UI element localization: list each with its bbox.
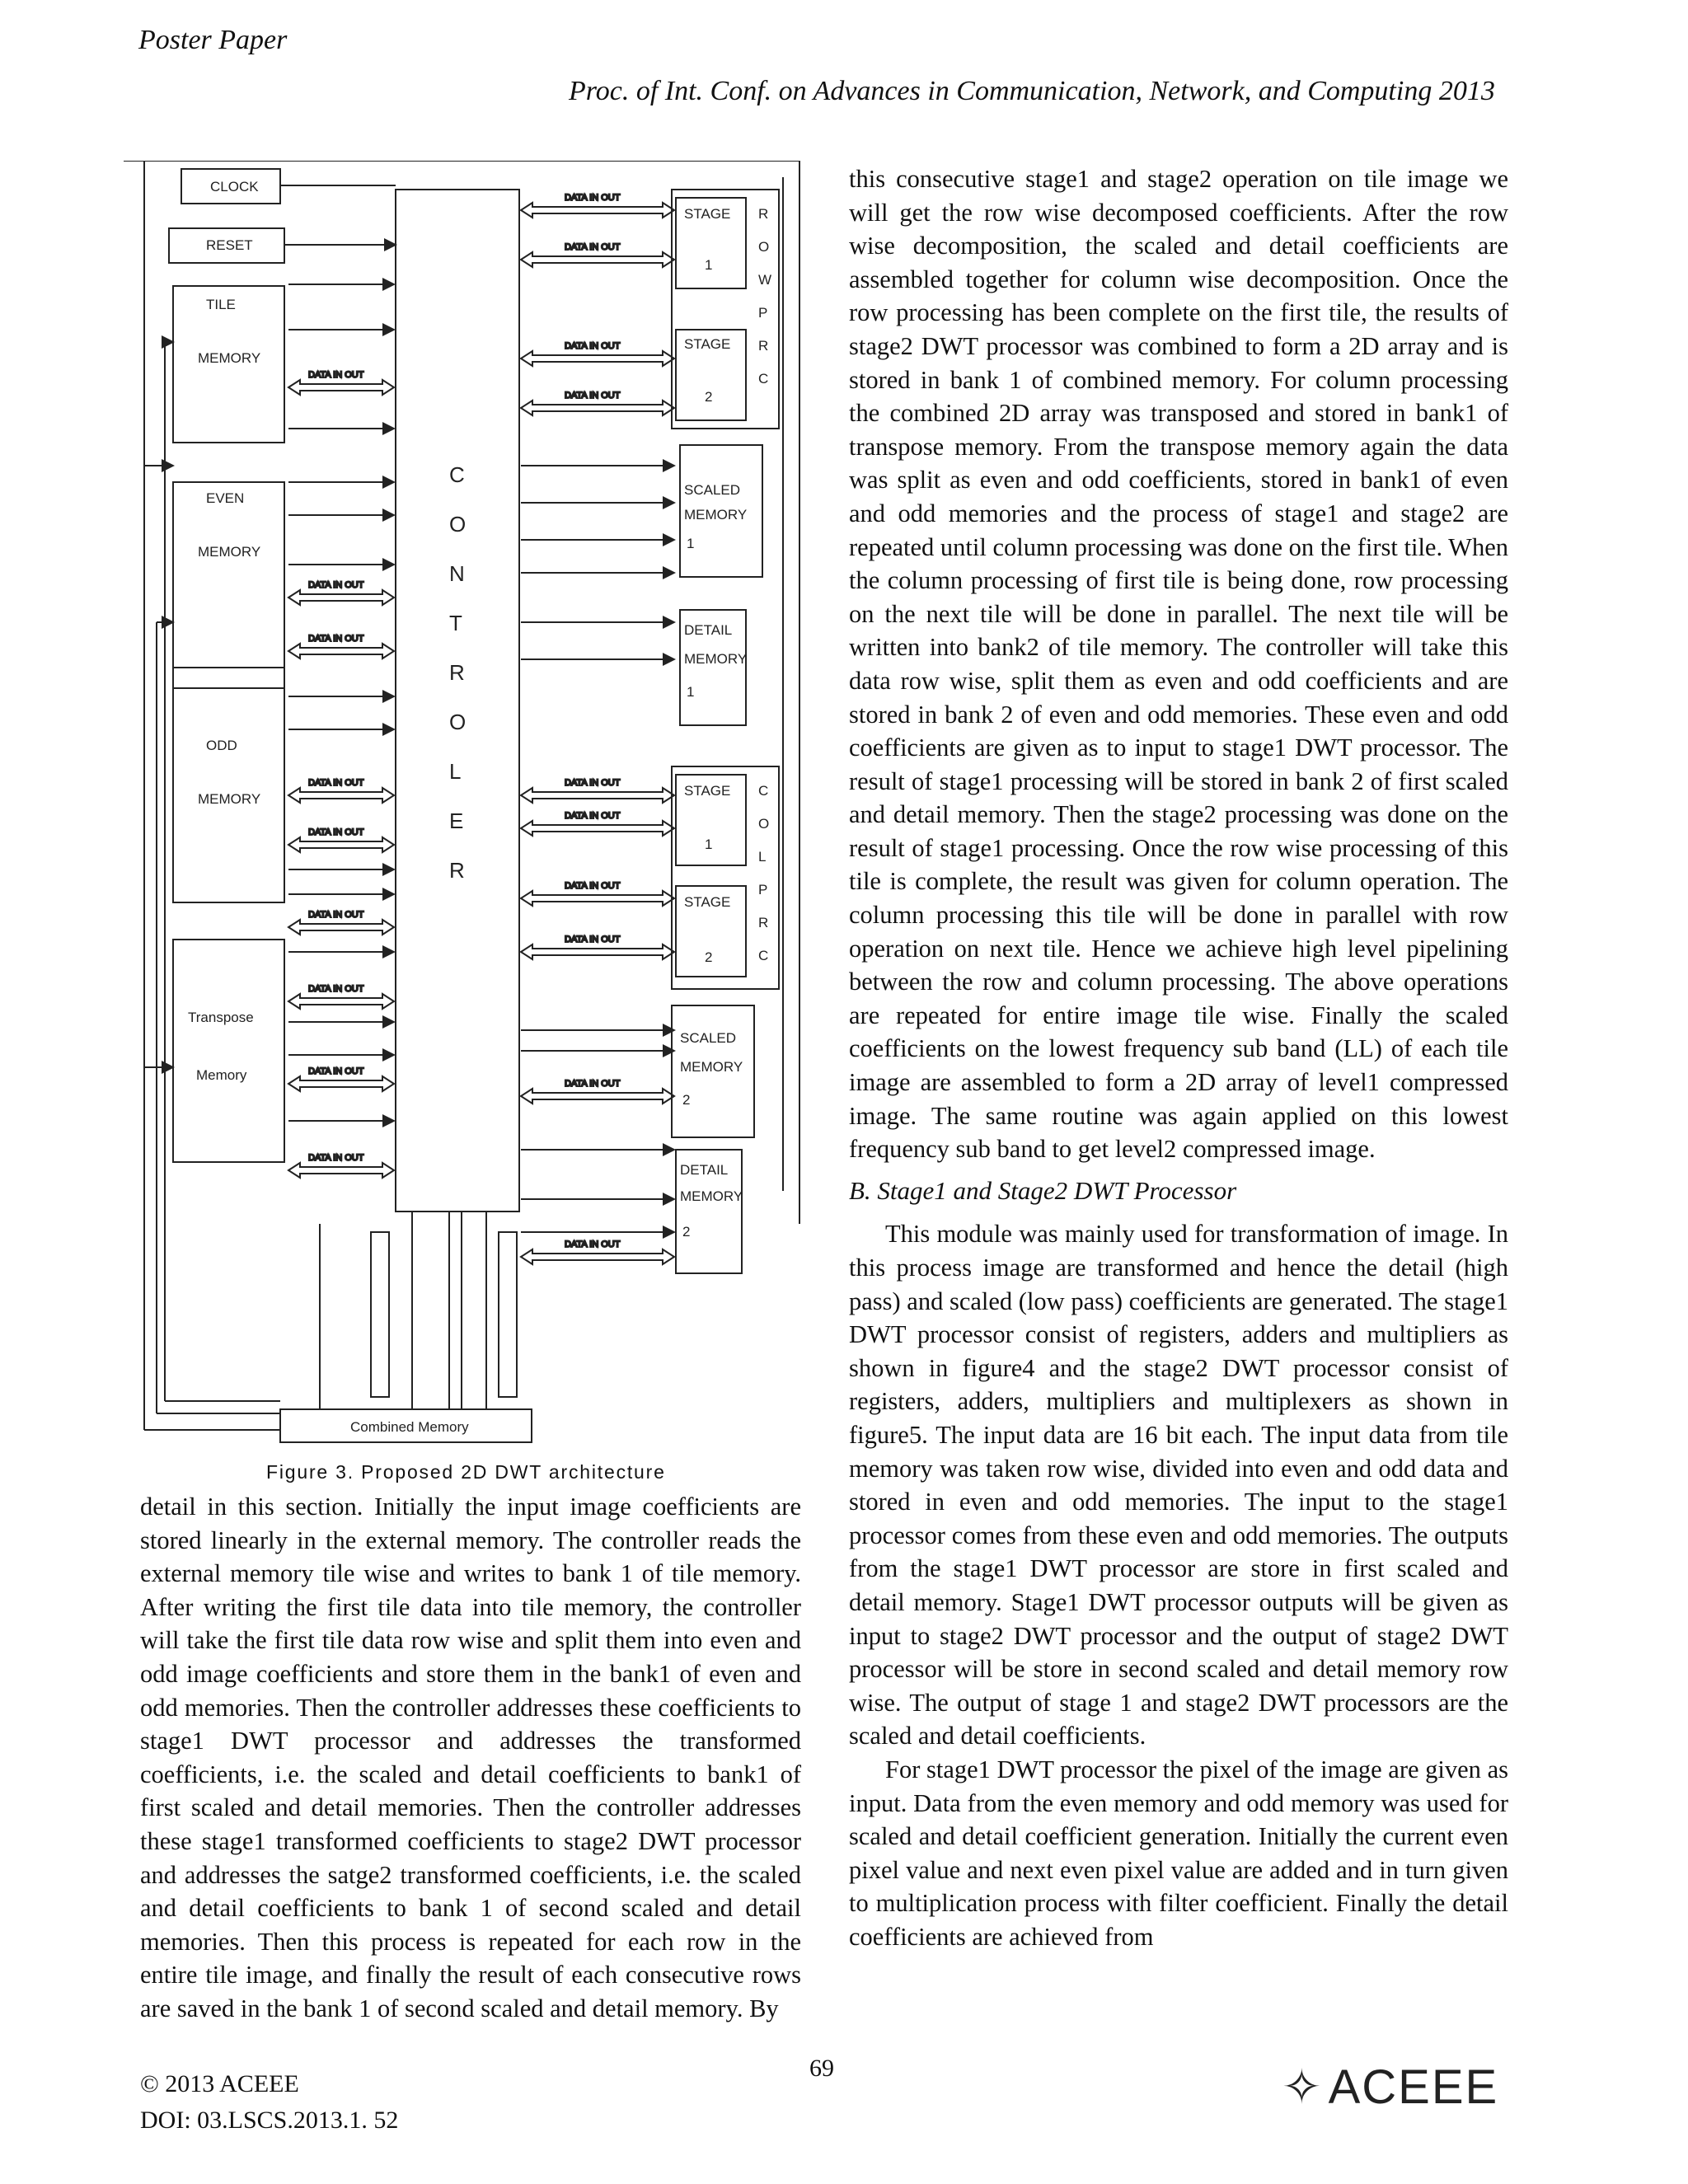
- row-proc-letter: W: [758, 272, 772, 288]
- bus-arrow: [288, 644, 394, 658]
- row-stage2-label: STAGE: [684, 336, 731, 352]
- bus-label: DATA IN OUT: [308, 634, 364, 644]
- col-proc-letter: L: [758, 849, 767, 865]
- bus-label: DATA IN OUT: [565, 935, 621, 944]
- bus-label: DATA IN OUT: [565, 193, 621, 203]
- controller-block: [396, 190, 519, 1212]
- bus-arrow: [288, 920, 394, 935]
- bus-arrow: [288, 837, 394, 852]
- col-stage1-label: STAGE: [684, 783, 731, 799]
- scaled-memory-1-label-1: SCALED: [684, 482, 741, 498]
- bus-arrow: [521, 944, 674, 959]
- controller-letter: T: [449, 611, 462, 635]
- bus-label: DATA IN OUT: [565, 242, 621, 252]
- bus-label: DATA IN OUT: [308, 370, 364, 380]
- col-stage2-label: STAGE: [684, 894, 731, 910]
- bus-arrow: [521, 788, 674, 803]
- scaled-memory-2-label-1: SCALED: [680, 1030, 737, 1046]
- even-memory-label-1: EVEN: [206, 490, 245, 506]
- bus-label: DATA IN OUT: [308, 1153, 364, 1163]
- odd-memory-label-2: MEMORY: [198, 791, 261, 807]
- row-proc-letter: C: [758, 371, 769, 387]
- odd-memory-block: [173, 668, 284, 902]
- controller-letter: O: [449, 512, 467, 537]
- bus-arrow: [521, 1089, 674, 1104]
- row-proc-letter: R: [758, 338, 769, 354]
- col-proc-letter: R: [758, 915, 769, 930]
- reset-label: RESET: [206, 237, 253, 253]
- detail-memory-1-label-1: DETAIL: [684, 622, 733, 638]
- transpose-memory-label-1: Transpose: [188, 1010, 254, 1025]
- right-paragraph-3: For stage1 DWT processor the pixel of the image are given as input. Data from the even memory and odd memory was used for scaled and detail coefficient generation. Initially the current even pixel value and next even pixel value are added and in turn given to multiplication process with filter coefficient. Finally the detail coefficients are achieved from: [849, 1755, 1508, 1951]
- tile-memory-label-1: TILE: [206, 297, 236, 312]
- figure-3-block-diagram: [124, 161, 808, 1446]
- transpose-memory-label-2: Memory: [196, 1067, 247, 1083]
- aceee-logo: [1282, 2059, 1503, 2115]
- figure-caption: Figure 3. Proposed 2D DWT architecture: [266, 1461, 666, 1483]
- bus-label: DATA IN OUT: [565, 881, 621, 891]
- running-header-left: Poster Paper: [138, 25, 288, 55]
- even-memory-block: [173, 482, 284, 688]
- right-paragraph-2: This module was mainly used for transformation of image. In this process image are transformed and hence the detail (high pass) and scaled (low pass) coefficients are generated. The stage1 DWT processor consist of registers, adders and multipliers as shown in figure4 and the stage2 DWT processor consist of registers, adders, multipliers and multiplexers as shown in figure5. The input data are 16 bit each. The input data from tile memory was taken row wise, divided into even and odd data and stored in even and odd memories. The input to the stage1 processor comes from these even and odd memories. The outputs from the stage1 DWT processor are store in first scaled and detail memory. Stage1 DWT processor outputs will be given as input to stage2 DWT processor and the output of stage2 DWT processor will be store in second scaled and detail memory row wise. The output of stage 1 and stage2 DWT processors are the scaled and detail coefficients.: [849, 1220, 1509, 1750]
- controller-letter: N: [449, 561, 465, 586]
- odd-memory-label-1: ODD: [206, 738, 237, 753]
- svg-text:2: 2: [705, 389, 713, 405]
- scaled-memory-1-label-2: MEMORY: [684, 507, 748, 523]
- bus-arrow: [521, 203, 674, 218]
- col-proc-letter: O: [758, 816, 770, 832]
- tile-memory-label-2: MEMORY: [198, 350, 261, 366]
- clock-label: CLOCK: [210, 179, 259, 194]
- page-number: 69: [809, 2055, 834, 2082]
- controller-letter: C: [449, 462, 465, 487]
- right-paragraph-1: this consecutive stage1 and stage2 operation on tile image we will get the row wise decomposed coefficients. After the row wise decomposition, the scaled and detail coefficients are assembled together for column wise decomposition. Once the row processing has been complete on the first tile, the results of stage2 DWT processor was combined to form a 2D array and is stored in bank 1 of combined memory. For column processing the combined 2D array was transposed and stored in bank1 of transpose memory. From the transpose memory again the data was split as even and odd coefficients, stored in bank1 of even and odd memories and the process of stage1 and stage2 are repeated until column processing was done on the first tile. When the column processing of first tile is being done, row processing on the next tile will be done in parallel. The next tile will be written into bank2 of tile memory. The controller will take this data row wise, split them as even and odd coefficients and are stored in bank 2 of even and odd memories. These even and odd coefficients are given as to input to stage1 DWT processor. The result of stage1 processing will be stored in bank 2 of first scaled and detail memory. Then the stage2 processing was done on the result of stage1 processing. Once the row wise processing of this tile is complete, the result was given for column operation. The column processing this tile will be done in parallel with row operation on next tile. Hence we achieve high level pipelining between the row and column processing. The above operations are repeated for entire image tile wise. Finally the scaled coefficients on the lowest frequency sub band (LL) of each tile image are assembled to form a 2D array of level1 compressed image. The same routine was again applied on this lowest frequency sub band to get level2 compressed image.: [849, 165, 1508, 1164]
- bus-label: DATA IN OUT: [565, 391, 621, 401]
- logo-text: ACEEE: [1328, 2060, 1499, 2114]
- row-proc-letter: P: [758, 305, 768, 321]
- left-paragraph: detail in this section. Initially the input image coefficients are stored linearly in the external memory. The controller reads the external memory tile wise and writes to bank 1 of tile memory. After writing the first tile data into tile memory, the controller will take the first tile data row wise and split them into even and odd image coefficients and store them in the bank1 of even and odd memories. Then the controller addresses these coefficients to stage1 DWT processor and addresses the transformed coefficients, i.e. the scaled and detail coefficients to bank1 of first scaled and detail memories. Then the controller addresses these stage1 transformed coefficients to stage2 DWT processor and addresses the satge2 transformed coefficients, i.e. the scaled and detail coefficients to bank 1 of second scaled and detail memories. Then this process is repeated for each row in the entire tile image, and finally the result of each consecutive rows are saved in the bank 1 of second scaled and detail memory. By: [140, 1493, 801, 2022]
- bus-arrow: [521, 1249, 674, 1264]
- detail-memory-2-label-2: MEMORY: [680, 1188, 743, 1204]
- controller-letter: R: [449, 660, 465, 685]
- left-column: [140, 1490, 801, 2026]
- controller-letter: L: [449, 759, 462, 784]
- controller-letter: O: [449, 710, 467, 734]
- bus-label: DATA IN OUT: [308, 1066, 364, 1076]
- right-column: [849, 162, 1508, 1953]
- svg-text:2: 2: [682, 1224, 691, 1240]
- section-heading: B. Stage1 and Stage2 DWT Processor: [849, 1175, 1237, 1205]
- svg-text:1: 1: [705, 837, 713, 852]
- svg-text:2: 2: [682, 1092, 691, 1108]
- row-proc-letter: O: [758, 239, 770, 255]
- bus-label: DATA IN OUT: [565, 811, 621, 821]
- bus-arrow: [288, 1163, 394, 1178]
- svg-text:1: 1: [687, 536, 695, 551]
- bus-arrow: [288, 788, 394, 803]
- doi: DOI: 03.LSCS.2013.1. 52: [140, 2107, 399, 2134]
- bus-label: DATA IN OUT: [308, 778, 364, 788]
- bus-arrow: [288, 380, 394, 395]
- running-header-right: Proc. of Int. Conf. on Advances in Communication, Network, and Computing 2013: [569, 76, 1495, 106]
- even-memory-label-2: MEMORY: [198, 544, 261, 560]
- combined-memory-label: Combined Memory: [350, 1419, 469, 1435]
- bus-label: DATA IN OUT: [565, 1240, 621, 1249]
- detail-memory-2-label-1: DETAIL: [680, 1162, 729, 1178]
- bus-arrow: [521, 401, 674, 415]
- bus-label: DATA IN OUT: [308, 910, 364, 920]
- bus-label: DATA IN OUT: [565, 1079, 621, 1089]
- detail-memory-1-label-2: MEMORY: [684, 651, 748, 667]
- bus-label: DATA IN OUT: [565, 341, 621, 351]
- col-proc-letter: P: [758, 882, 768, 898]
- bus-arrow: [521, 821, 674, 836]
- col-proc-letter: C: [758, 948, 769, 963]
- bus-arrow: [521, 252, 674, 267]
- controller-letter: E: [449, 808, 464, 833]
- bus-label: DATA IN OUT: [565, 778, 621, 788]
- row-stage1-label: STAGE: [684, 206, 731, 222]
- star-icon: ✧: [1282, 2060, 1324, 2114]
- bus-arrow: [521, 351, 674, 366]
- transpose-memory-block: [173, 940, 284, 1162]
- bus-label: DATA IN OUT: [308, 580, 364, 590]
- copyright: © 2013 ACEEE: [140, 2070, 299, 2097]
- scaled-memory-2-label-2: MEMORY: [680, 1059, 743, 1075]
- col-proc-letter: C: [758, 783, 769, 799]
- svg-text:1: 1: [705, 257, 713, 273]
- controller-letter: R: [449, 858, 465, 883]
- bus-arrow: [288, 994, 394, 1009]
- svg-text:1: 1: [687, 684, 695, 700]
- bus-arrow: [521, 891, 674, 906]
- svg-text:2: 2: [705, 949, 713, 965]
- bus-arrow: [288, 1076, 394, 1091]
- row-proc-letter: R: [758, 206, 769, 222]
- bus-arrow: [288, 590, 394, 605]
- bus-label: DATA IN OUT: [308, 984, 364, 994]
- bus-label: DATA IN OUT: [308, 827, 364, 837]
